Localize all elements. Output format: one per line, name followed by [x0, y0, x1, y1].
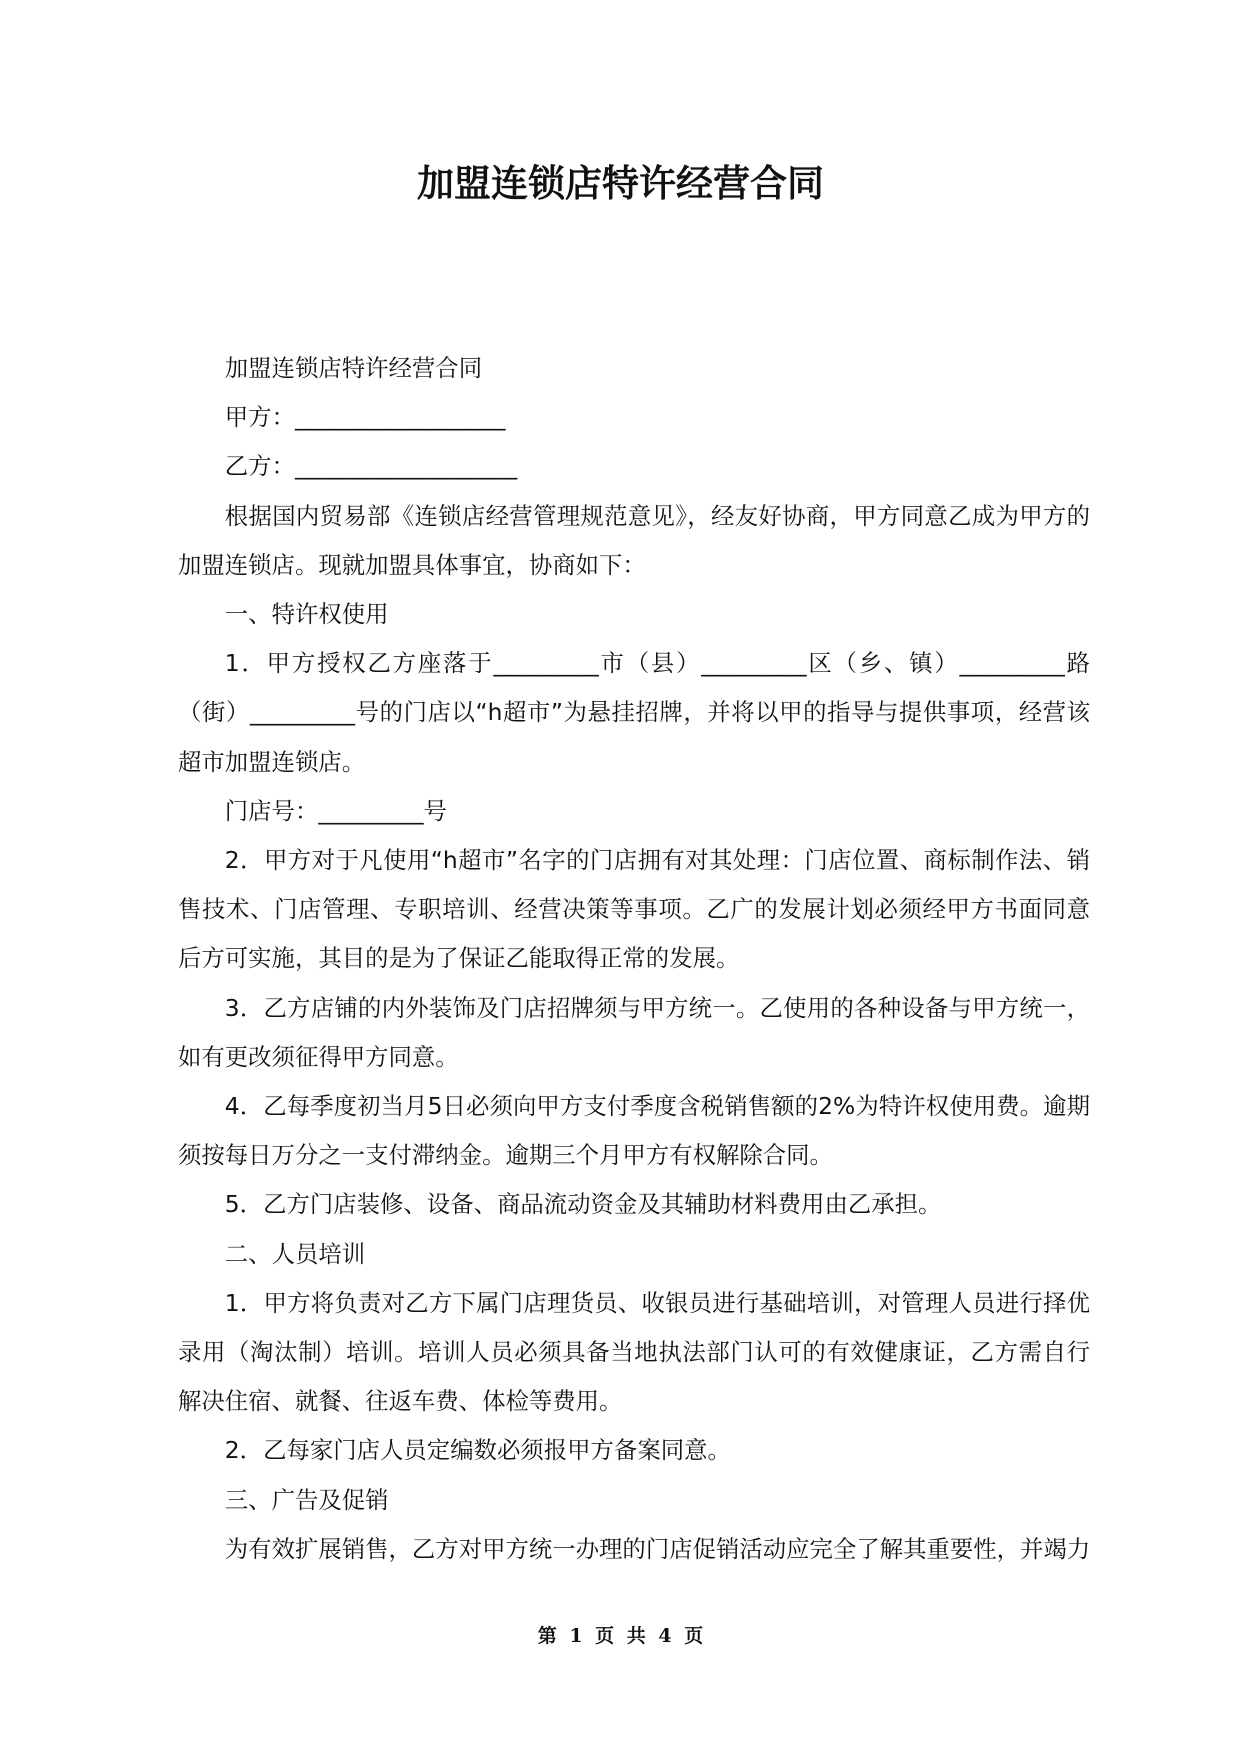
party-b-line: 乙方：___________________ — [224, 452, 518, 481]
clause-1-4: 4．乙每季度初当月5日必须向甲方支付季度含税销售额的2%为特许权使用费。逾期须按每日万分之一支付滞纳金。逾期三个月甲方有权解除合同。 — [178, 1092, 1090, 1170]
clause-2-2: 2．乙每家门店人员定编数必须报甲方备案同意。 — [224, 1436, 731, 1465]
page-footer: 第 1 页 共 4 页 — [537, 1625, 704, 1647]
party-a-line: 甲方：__________________ — [224, 403, 506, 432]
clause-1-1: 1．甲方授权乙方座落于_________市（县）_________区（乡、镇）_________路（街）_________号的门店以“h超市”为悬挂招牌，并将以甲的指导与提供事项，经营该超市加盟连锁店。 — [178, 649, 1090, 776]
document-title: 加盟连锁店特许经营合同 — [417, 162, 824, 205]
paragraph-heading: 加盟连锁店特许经营合同 — [224, 354, 483, 382]
clause-3-intro: 为有效扩展销售，乙方对甲方统一办理的门店促销活动应完全了解其重要性，并竭力 — [224, 1534, 1091, 1563]
clause-1-2: 2．甲方对于凡使用“h超市”名字的门店拥有对其处理：门店位置、商标制作法、销售技术、门店管理、专职培训、经营决策等事项。乙广的发展计划必须经甲方书面同意后方可实施，其目的是为了保证乙能取得正常的发展。 — [178, 846, 1090, 973]
clause-1-3: 3．乙方店铺的内外装饰及门店招牌须与甲方统一。乙使用的各种设备与甲方统一，如有更改须征得甲方同意。 — [178, 993, 1090, 1071]
section-heading-advertising: 三、广告及促销 — [224, 1485, 389, 1514]
store-number-line: 门店号：_________号 — [224, 796, 448, 825]
clause-2-1: 1．甲方将负责对乙方下属门店理货员、收银员进行基础培训，对管理人员进行择优录用（淘汰制）培训。培训人员必须具备当地执法部门认可的有效健康证，乙方需自行解决住宿、就餐、往返车费、体检等费用。 — [178, 1288, 1090, 1416]
clause-1-5: 5．乙方门店装修、设备、商品流动资金及其辅助材料费用由乙承担。 — [224, 1190, 942, 1219]
paragraph-preamble: 根据国内贸易部《连锁店经营管理规范意见》，经友好协商，甲方同意乙成为甲方的加盟连锁店。现就加盟具体事宜，协商如下： — [178, 501, 1090, 579]
document-body — [178, 344, 1090, 1574]
section-heading-training: 二、人员培训 — [224, 1239, 366, 1268]
section-heading-franchise: 一、特许权使用 — [224, 600, 389, 629]
